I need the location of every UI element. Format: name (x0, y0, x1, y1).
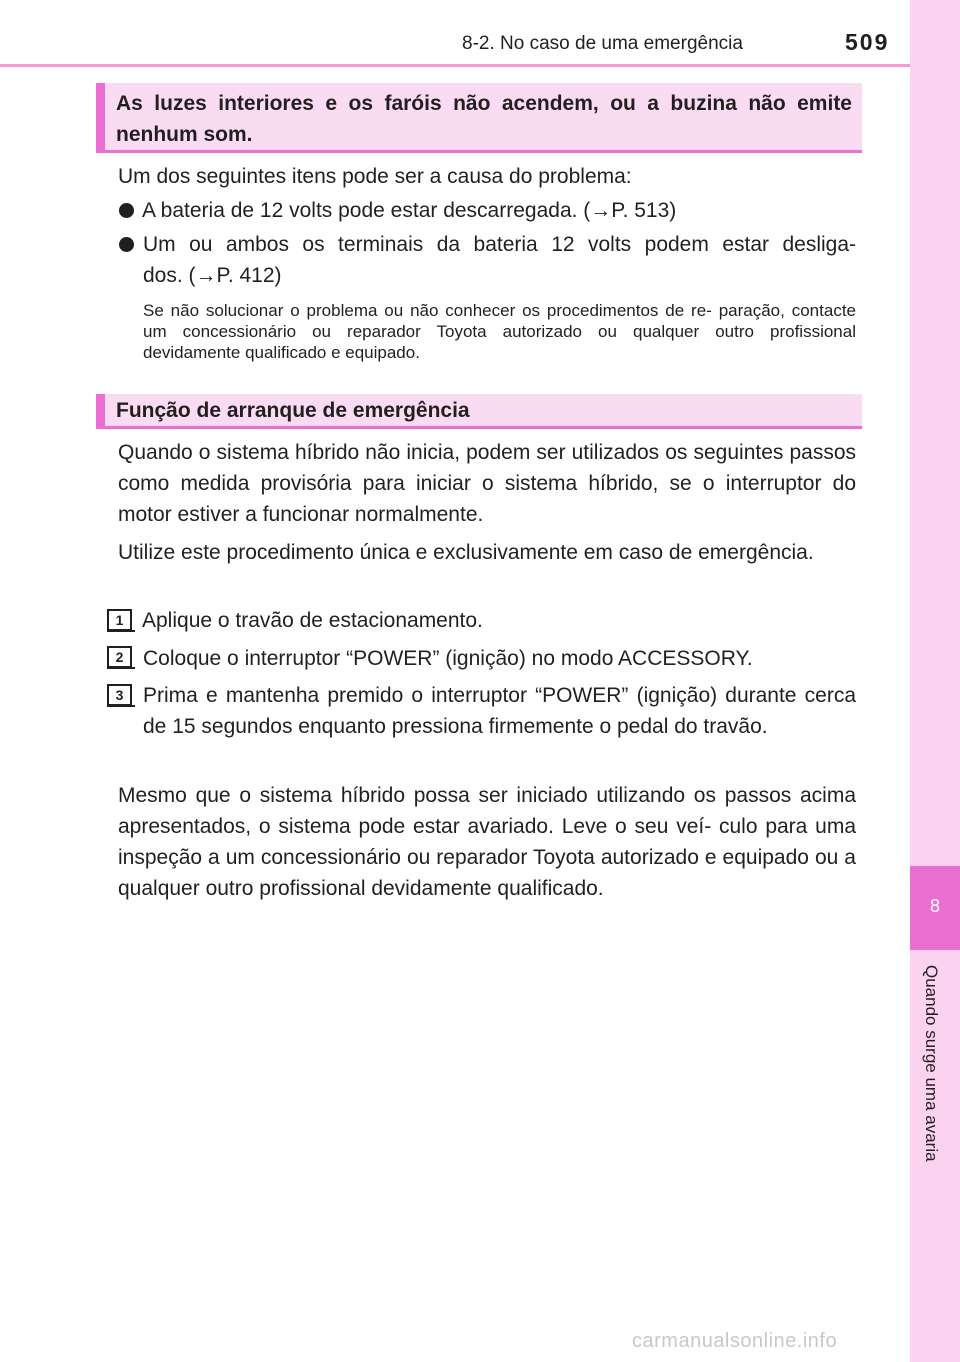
chapter-number: 8 (929, 896, 940, 916)
bullet-item-battery: A bateria de 12 volts pode estar descarregada. (→P. 513) (142, 199, 677, 222)
page-number: 509 (845, 29, 890, 55)
step-underline (107, 630, 135, 632)
header-divider (0, 64, 910, 67)
bullet-item-terminals: Um ou ambos os terminais da bateria 12 volts podem estar desliga- (143, 233, 856, 256)
section-heading-lights: As luzes interiores e os faróis não acendem, ou a buzina não emite nenhum som. (96, 83, 862, 153)
section-title: 8-2. No caso de uma emergência (462, 33, 743, 54)
step-underline (107, 705, 135, 707)
bullet-icon (119, 237, 134, 252)
section2-paragraph-3: Mesmo que o sistema híbrido possa ser iniciado utilizando os passos acima apresentados, o sistema pode estar avariado. Leve o seu veí- culo para uma inspeção a um concessionário ou reparador Toyota autorizado e equipado ou a qualquer outro profissional devidamente qualificado. (118, 784, 856, 900)
section2-paragraph-2: Utilize este procedimento única e exclusivamente em caso de emergência. (118, 541, 814, 564)
section2-paragraph-1: Quando o sistema híbrido não inicia, podem ser utilizados os seguintes passos como medida provisória para iniciar o sistema híbrido, se o interruptor do motor estiver a funcionar normalmente. (118, 441, 856, 526)
chapter-title: Quando surge uma avaria (922, 965, 941, 1162)
bullet-icon (119, 203, 134, 218)
step-number-1: 1 (107, 609, 132, 631)
step-number-2: 2 (107, 646, 132, 668)
step-3-text: Prima e mantenha premido o interruptor “POWER” (ignição) durante cerca de 15 segundos enquanto pressiona firmemente o pedal do travão. (143, 684, 856, 738)
section1-intro: Um dos seguintes itens pode ser a causa do problema: (118, 165, 632, 188)
section-heading-emergency-start: Função de arranque de emergência (96, 394, 862, 429)
step-underline (107, 667, 135, 669)
section1-note: Se não solucionar o problema ou não conhecer os procedimentos de re- paração, contacte um concessionário ou reparador Toyota autorizado ou qualquer outro profissional devidamente qualificado e equipado. (143, 301, 856, 362)
step-number-3: 3 (107, 684, 132, 706)
watermark: carmanualsonline.info (632, 1330, 838, 1352)
step-1-text: Aplique o travão de estacionamento. (142, 609, 483, 632)
bullet-item-terminals-cont: dos. (→P. 412) (143, 264, 282, 287)
step-2-text: Coloque o interruptor “POWER” (ignição) no modo ACCESSORY. (143, 647, 753, 670)
